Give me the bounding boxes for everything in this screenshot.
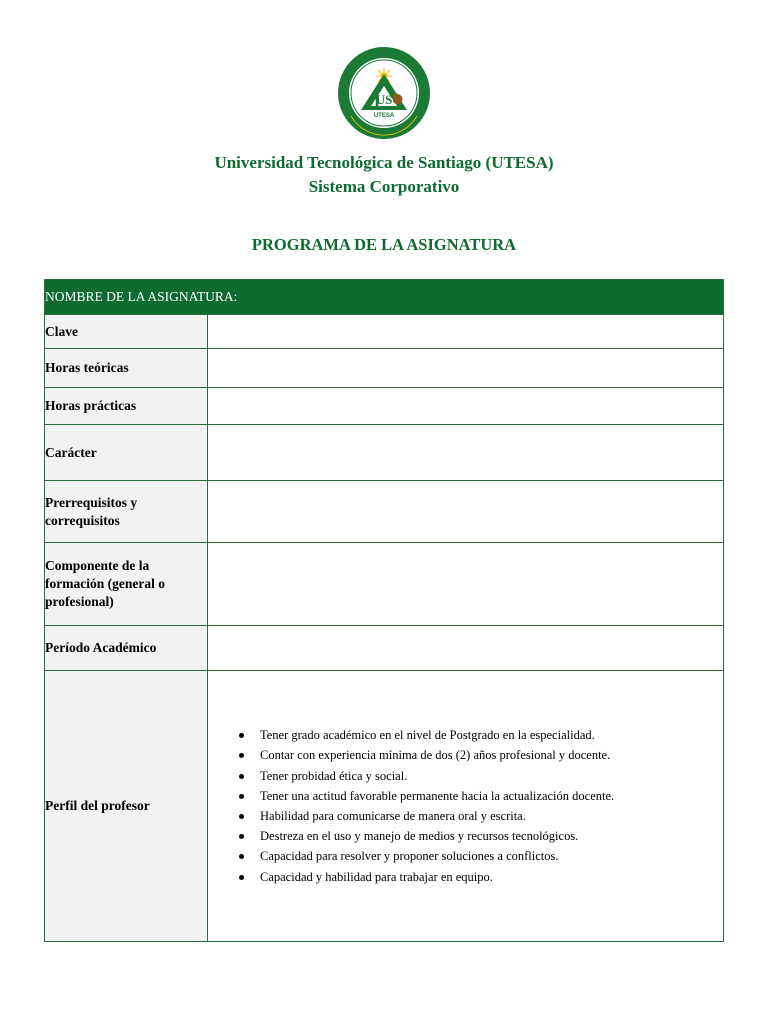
row-label-perfil-profesor: Perfil del profesor — [45, 671, 208, 942]
value-horas-teoricas[interactable] — [208, 349, 724, 388]
row-label-componente-formacion: Componente de la formación (general o profesional) — [45, 543, 208, 626]
list-item: Tener una actitud favorable permanente hacia la actualización docente. — [260, 786, 723, 806]
value-componente-formacion[interactable] — [208, 543, 724, 626]
document-title: PROGRAMA DE LA ASIGNATURA — [251, 235, 517, 254]
professor-profile-list — [208, 725, 723, 887]
university-name: Universidad Tecnológica de Santiago (UTESA) — [214, 153, 554, 172]
value-clave[interactable] — [208, 315, 724, 349]
row-label-periodo-academico: Período Académico — [45, 626, 208, 671]
value-caracter[interactable] — [208, 425, 724, 481]
row-label-prerrequisitos: Prerrequisitos y correquisitos — [45, 481, 208, 543]
list-item: Habilidad para comunicarse de manera oral y escrita. — [260, 806, 723, 826]
value-periodo-academico[interactable] — [208, 626, 724, 671]
row-label-clave: Clave — [45, 315, 208, 349]
utesa-logo — [337, 46, 431, 140]
svg-text:US: US — [375, 92, 393, 107]
list-item: Destreza en el uso y manejo de medios y recursos tecnológicos. — [260, 826, 723, 846]
list-item: Capacidad y habilidad para trabajar en equipo. — [260, 867, 723, 887]
list-item: Tener probidad ética y social. — [260, 766, 723, 786]
value-perfil-profesor — [208, 671, 724, 942]
subject-name-header: NOMBRE DE LA ASIGNATURA: — [45, 280, 724, 315]
course-program-table — [44, 279, 724, 942]
list-item: Contar con experiencia mínima de dos (2) años profesional y docente. — [260, 745, 723, 765]
system-name: Sistema Corporativo — [308, 177, 460, 196]
svg-text:UTESA: UTESA — [373, 113, 395, 119]
value-horas-practicas[interactable] — [208, 388, 724, 425]
row-label-horas-teoricas: Horas teóricas — [45, 349, 208, 388]
list-item: Capacidad para resolver y proponer soluciones a conflictos. — [260, 846, 723, 866]
row-label-caracter: Carácter — [45, 425, 208, 481]
row-label-horas-practicas: Horas prácticas — [45, 388, 208, 425]
value-prerrequisitos[interactable] — [208, 481, 724, 543]
list-item: Tener grado académico en el nivel de Postgrado en la especialidad. — [260, 725, 723, 745]
